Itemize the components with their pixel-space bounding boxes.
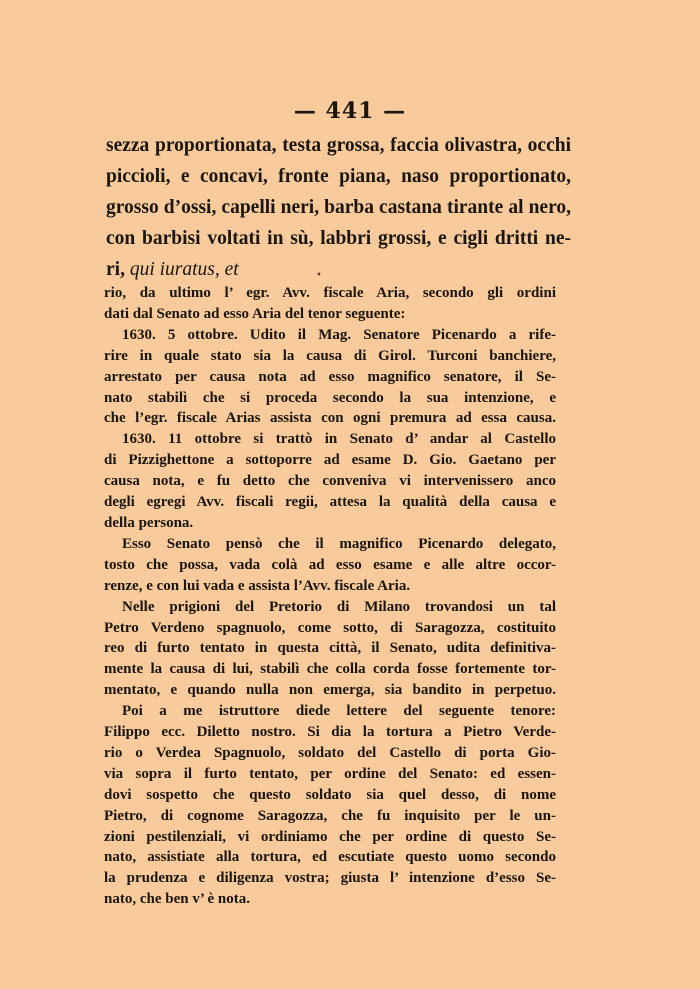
body-line: Pietro, di cognome Saragozza, che fu inquisito per le un- [104, 807, 556, 824]
body-line: arrestato per causa nota ad esso magnifico senatore, il Se- [104, 368, 556, 385]
text-line: grosso d’ossi, capelli neri, barba castana tirante al nero, [106, 197, 571, 218]
text-line [106, 254, 571, 285]
body-line: mente la causa di lui, stabilì che colla corda fosse fortemente tor- [104, 661, 556, 678]
body-line: che l’egr. fiscale Arias assista con ogni premura ad essa causa. [104, 410, 556, 427]
text-line: con barbisi voltati in sù, labbri grossi, e cigli dritti ne- [106, 228, 571, 249]
separator-dot: • [316, 270, 322, 281]
body-line: reo di furto tentato in questa città, il Senato, udita definitiva- [104, 640, 556, 657]
body-line: rire in quale stato sia la causa di Girol. Turconi banchiere, [104, 347, 556, 364]
body-line: Esso Senato pensò che il magnifico Picenardo delegato, [122, 535, 556, 552]
body-line: di Pizzighettone a sottoporre ad esame D. Gio. Gaetano per [104, 452, 556, 469]
body-line: dati dal Senato ad esso Aria del tenor seguente: [104, 305, 406, 322]
body-line: zioni pestilenziali, vi ordiniamo che per ordine di questo Se- [104, 828, 556, 845]
text-line: sezza proportionata, testa grossa, faccia olivastra, occhi [106, 135, 571, 156]
body-line: nato, assistiate alla tortura, ed escutiate questo uomo secondo [104, 849, 556, 866]
top-paragraph [106, 130, 571, 285]
body-line: 1630. 5 ottobre. Udito il Mag. Senatore Picenardo a rife- [122, 326, 556, 343]
page-number: — 441 — [293, 98, 407, 124]
body-line: la prudenza e diligenza vostra; giusta l’ intenzione d’esso Se- [104, 870, 556, 887]
body-line: via sopra il furto tentato, per ordine del Senato: ed essen- [104, 765, 556, 782]
body-line: Nelle prigioni del Pretorio di Milano trovandosi un tal [122, 598, 556, 615]
body-line: degli egregi Avv. fiscali regii, attesa la qualità della causa e [104, 494, 556, 511]
text-line: piccioli, e concavi, fronte piana, naso proportionato, [106, 166, 571, 187]
body-line: renze, e con lui vada e assista l’Avv. fiscale Aria. [104, 577, 411, 594]
body-line: dovi sospetto che questo soldato sia quel desso, di nome [104, 786, 556, 803]
body-line: Filippo ecc. Diletto nostro. Si dia la tortura a Pietro Verde- [104, 724, 556, 741]
body-text [104, 283, 556, 910]
italic-phrase: qui iuratus, et [129, 259, 239, 280]
body-line: rio o Verdea Spagnuolo, soldato del Castello di porta Gio- [104, 744, 556, 761]
body-line: tosto che possa, vada colà ad esso esame e alle altre occor- [104, 556, 556, 573]
body-line: Petro Verdeno spagnuolo, come sotto, di Saragozza, costituito [104, 619, 556, 636]
body-line: rio, da ultimo l’ egr. Avv. fiscale Aria, secondo gli ordini [104, 285, 556, 301]
body-line: della persona. [104, 514, 194, 531]
body-line: causa nota, e fu detto che conveniva vi intervenissero anco [104, 473, 556, 490]
body-line: nato, che ben v’ è nota. [104, 891, 250, 908]
body-line: 1630. 11 ottobre si trattò in Senato d’ andar al Castello [122, 431, 556, 448]
body-line: Poi a me istruttore diede lettere del seguente tenore: [122, 703, 556, 720]
body-line: nato stabilì che si proceda secondo la sua intenzione, e [104, 389, 556, 406]
text-line-prefix: ri, [106, 259, 130, 280]
body-line: mentato, e quando nulla non emerga, sia bandito in perpetuo. [104, 682, 556, 699]
